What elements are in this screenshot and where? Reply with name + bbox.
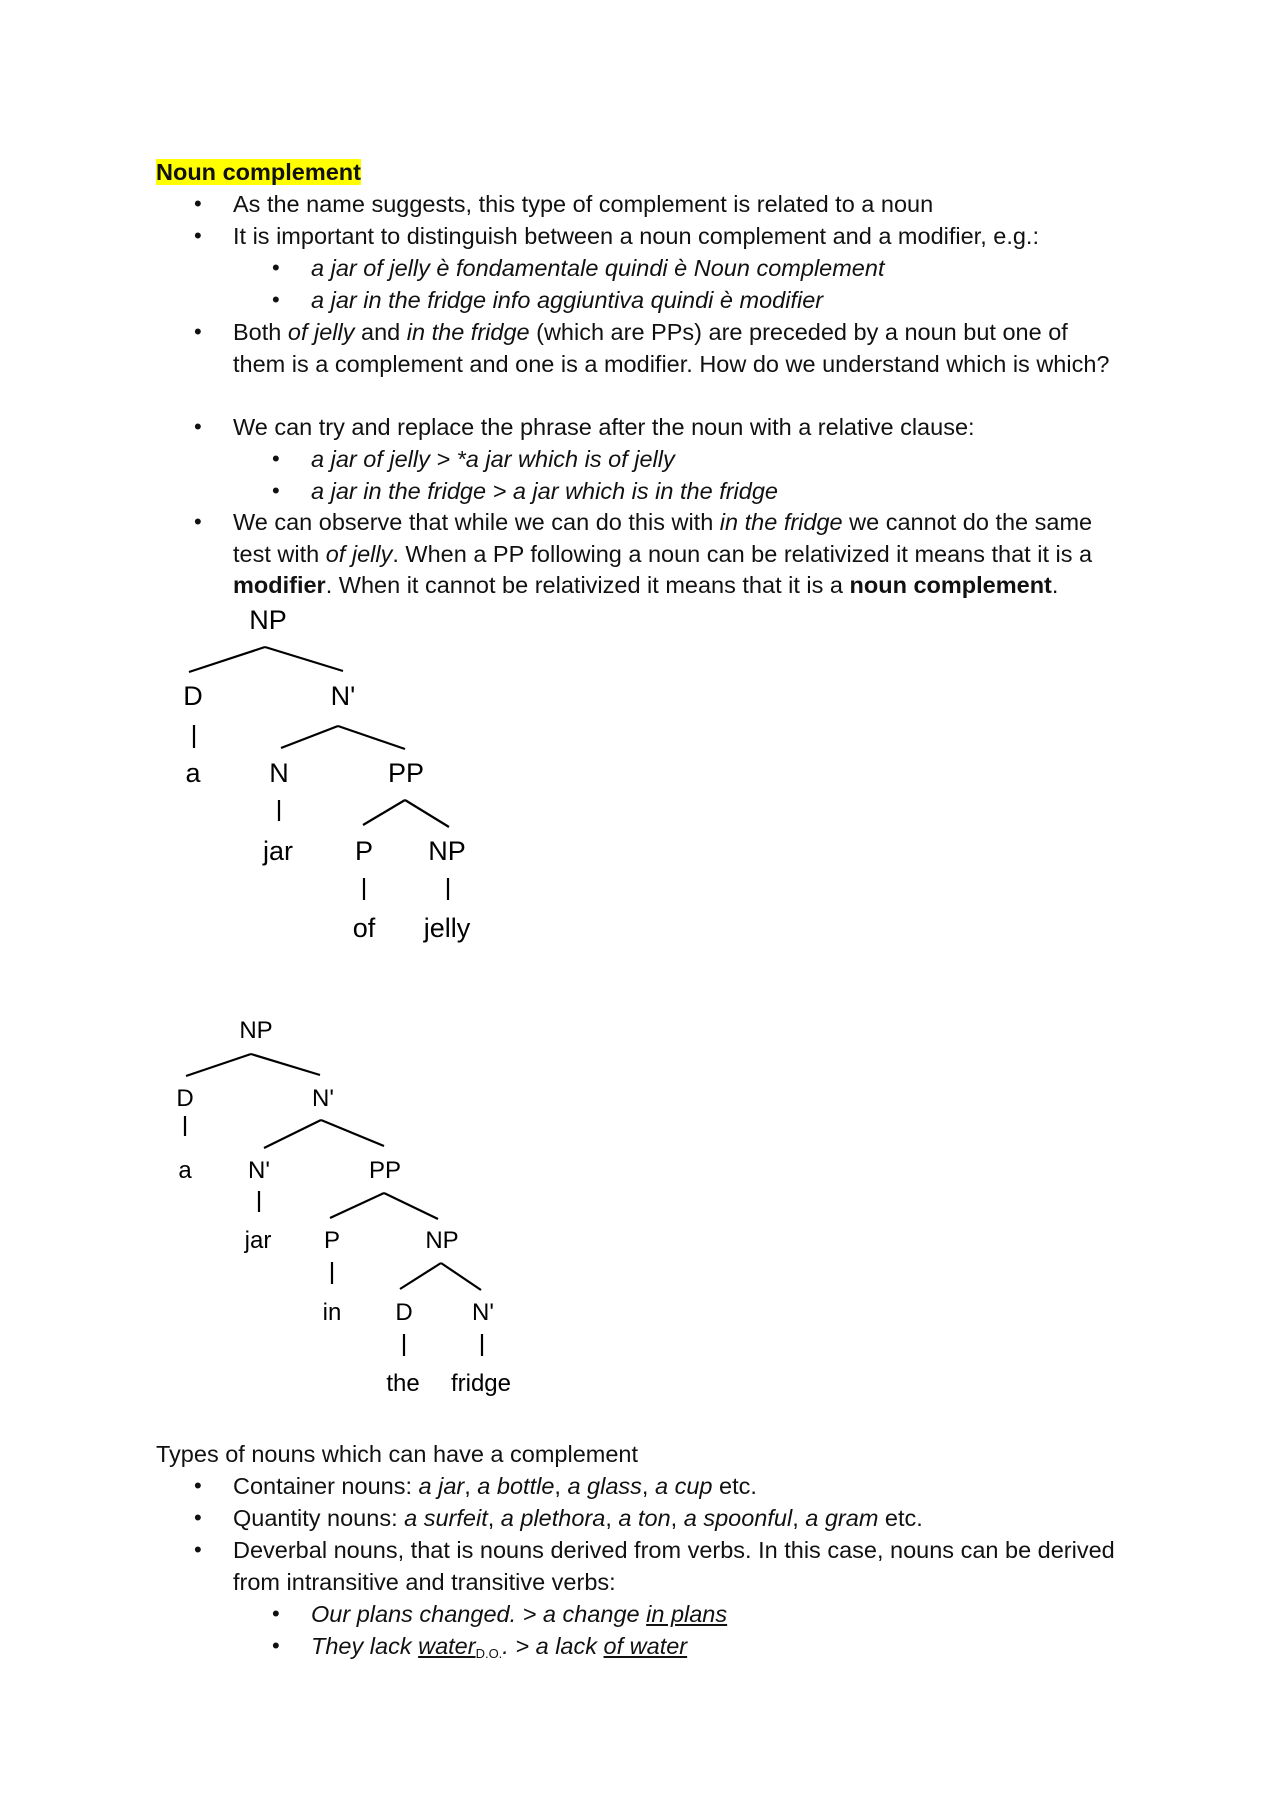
text-run: etc. (878, 1505, 923, 1531)
node-n-bar-3: N' (472, 1299, 494, 1326)
highlighted-heading: Noun complement (156, 159, 361, 185)
text-run: Container nouns: (233, 1473, 419, 1499)
deverbal-example-1 (311, 1598, 727, 1630)
italic-run: in the fridge (719, 509, 843, 535)
test-example-1: a jar of jelly > *a jar which is of jelly (311, 446, 675, 472)
intro-bullet-1: As the name suggests, this type of complement is related to a noun (233, 191, 934, 217)
leaf-a: a (178, 1157, 192, 1184)
separator: , (670, 1505, 684, 1531)
italic-run: a glass (567, 1473, 642, 1499)
leaf-jar: jar (244, 1227, 272, 1254)
text-run: test with (233, 541, 326, 567)
branch-line (400, 1263, 441, 1289)
bold-run: noun complement (849, 572, 1052, 598)
node-p: P (354, 836, 374, 866)
node-np-inner: NP (428, 836, 466, 866)
branch-line (265, 647, 343, 671)
branch-line (384, 1193, 438, 1219)
bullet-icon: • (272, 446, 280, 471)
separator: , (487, 1505, 501, 1531)
text-run: and (354, 319, 407, 345)
node-p: P (323, 1227, 341, 1254)
text-run: we cannot do the same (842, 509, 1093, 535)
italic-run: They lack (311, 1633, 419, 1659)
italic-run: of jelly (287, 319, 355, 345)
intro-bullet-3-line-2: them is a complement and one is a modifier. How do we understand which is which? (233, 351, 1110, 377)
direct-object-subscript: D.O. (475, 1646, 503, 1661)
node-pp: PP (368, 1157, 402, 1184)
italic-run: a spoonful (683, 1505, 793, 1531)
test-bullet-1: We can try and replace the phrase after the noun with a relative clause: (233, 414, 975, 440)
italic-run: a plethora (500, 1505, 606, 1531)
node-pp: PP (387, 758, 425, 788)
bullet-icon: • (194, 414, 202, 439)
bullet-icon: • (272, 1633, 280, 1658)
node-d-inner: D (395, 1299, 413, 1326)
node-np-inner: NP (425, 1227, 459, 1254)
leaf-fridge: fridge (450, 1370, 512, 1397)
separator: , (641, 1473, 655, 1499)
branch-line (441, 1263, 481, 1290)
node-n-bar-2: N' (248, 1157, 270, 1184)
text-run: . When it cannot be relativized it means that it is a (325, 572, 850, 598)
container-nouns-bullet (233, 1470, 757, 1502)
deverbal-nouns-line-2: from intransitive and transitive verbs: (233, 1569, 616, 1595)
test-example-2: a jar in the fridge > a jar which is in the fridge (311, 478, 778, 504)
bullet-icon: • (272, 1601, 280, 1626)
text-run: . When a PP following a noun can be relativized it means that it is a (392, 541, 1093, 567)
underlined-run: water (418, 1633, 476, 1659)
bullet-icon: • (194, 1505, 202, 1530)
bullet-icon: • (194, 223, 202, 248)
italic-run: a jar (418, 1473, 465, 1499)
text-run: . (1051, 572, 1059, 598)
node-np: NP (239, 1017, 273, 1044)
italic-run: a gram (805, 1505, 879, 1531)
separator: , (464, 1473, 478, 1499)
node-d: D (176, 1085, 194, 1112)
intro-bullet-3 (233, 316, 1068, 348)
test-bullet-2-line-3 (233, 569, 1058, 601)
bullet-icon: • (272, 287, 280, 312)
text-run: Quantity nouns: (233, 1505, 405, 1531)
separator: , (605, 1505, 619, 1531)
bullet-icon: • (194, 509, 202, 534)
separator: , (554, 1473, 568, 1499)
node-n-bar: N' (312, 1085, 334, 1112)
types-heading: Types of nouns which can have a complement (156, 1441, 639, 1467)
branch-line (281, 726, 338, 748)
branch-line (405, 800, 449, 827)
bold-run: modifier (233, 572, 326, 598)
text-run: Both (233, 319, 288, 345)
branch-line (363, 800, 405, 825)
text-run: etc. (712, 1473, 757, 1499)
italic-run: a cup (654, 1473, 713, 1499)
node-np: NP (249, 605, 287, 635)
underlined-run: in plans (646, 1601, 728, 1627)
leaf-jar: jar (262, 836, 294, 866)
syntax-tree-jar-in-the-fridge (160, 1000, 540, 1400)
example-modifier: a jar in the fridge info aggiuntiva quindi è modifier (311, 287, 824, 313)
branch-line (251, 1054, 320, 1075)
bullet-icon: • (272, 255, 280, 280)
test-bullet-2-line-2 (233, 538, 1092, 570)
italic-run: in the fridge (406, 319, 530, 345)
branch-line (264, 1120, 321, 1148)
node-d: D (183, 681, 203, 711)
text-run: (which are PPs) are preceded by a noun but one of (529, 319, 1068, 345)
italic-run: a bottle (477, 1473, 555, 1499)
quantity-nouns-bullet (233, 1502, 923, 1534)
bullet-icon: • (194, 1537, 202, 1562)
separator: , (792, 1505, 806, 1531)
leaf-in: in (322, 1299, 342, 1326)
underlined-run: of water (603, 1633, 688, 1659)
leaf-a: a (185, 758, 201, 788)
leaf-jelly: jelly (423, 913, 471, 943)
branch-line (330, 1193, 384, 1218)
bullet-icon: • (194, 191, 202, 216)
leaf-the: the (386, 1370, 420, 1397)
test-bullet-2 (233, 506, 1092, 538)
bullet-icon: • (194, 319, 202, 344)
branch-line (338, 726, 405, 749)
italic-run: a ton (618, 1505, 671, 1531)
deverbal-example-2 (311, 1630, 687, 1670)
leaf-of: of (352, 913, 376, 943)
bullet-icon: • (272, 478, 280, 503)
branch-line (189, 647, 265, 672)
italic-run: . > a lack (502, 1633, 604, 1659)
branch-line (321, 1120, 384, 1146)
section-heading (156, 156, 361, 188)
example-noun-complement: a jar of jelly è fondamentale quindi è Noun complement (311, 255, 885, 281)
italic-run: a surfeit (404, 1505, 488, 1531)
intro-bullet-2: It is important to distinguish between a noun complement and a modifier, e.g.: (233, 223, 1039, 249)
syntax-tree-jar-of-jelly (160, 600, 520, 950)
node-n: N (269, 758, 289, 788)
node-n-bar: N' (330, 681, 356, 711)
italic-run: of jelly (325, 541, 393, 567)
deverbal-nouns-bullet: Deverbal nouns, that is nouns derived from verbs. In this case, nouns can be derived (233, 1537, 1115, 1563)
italic-run: Our plans changed. > a change (311, 1601, 647, 1627)
text-run: We can observe that while we can do this with (233, 509, 720, 535)
bullet-icon: • (194, 1473, 202, 1498)
branch-line (186, 1054, 251, 1076)
